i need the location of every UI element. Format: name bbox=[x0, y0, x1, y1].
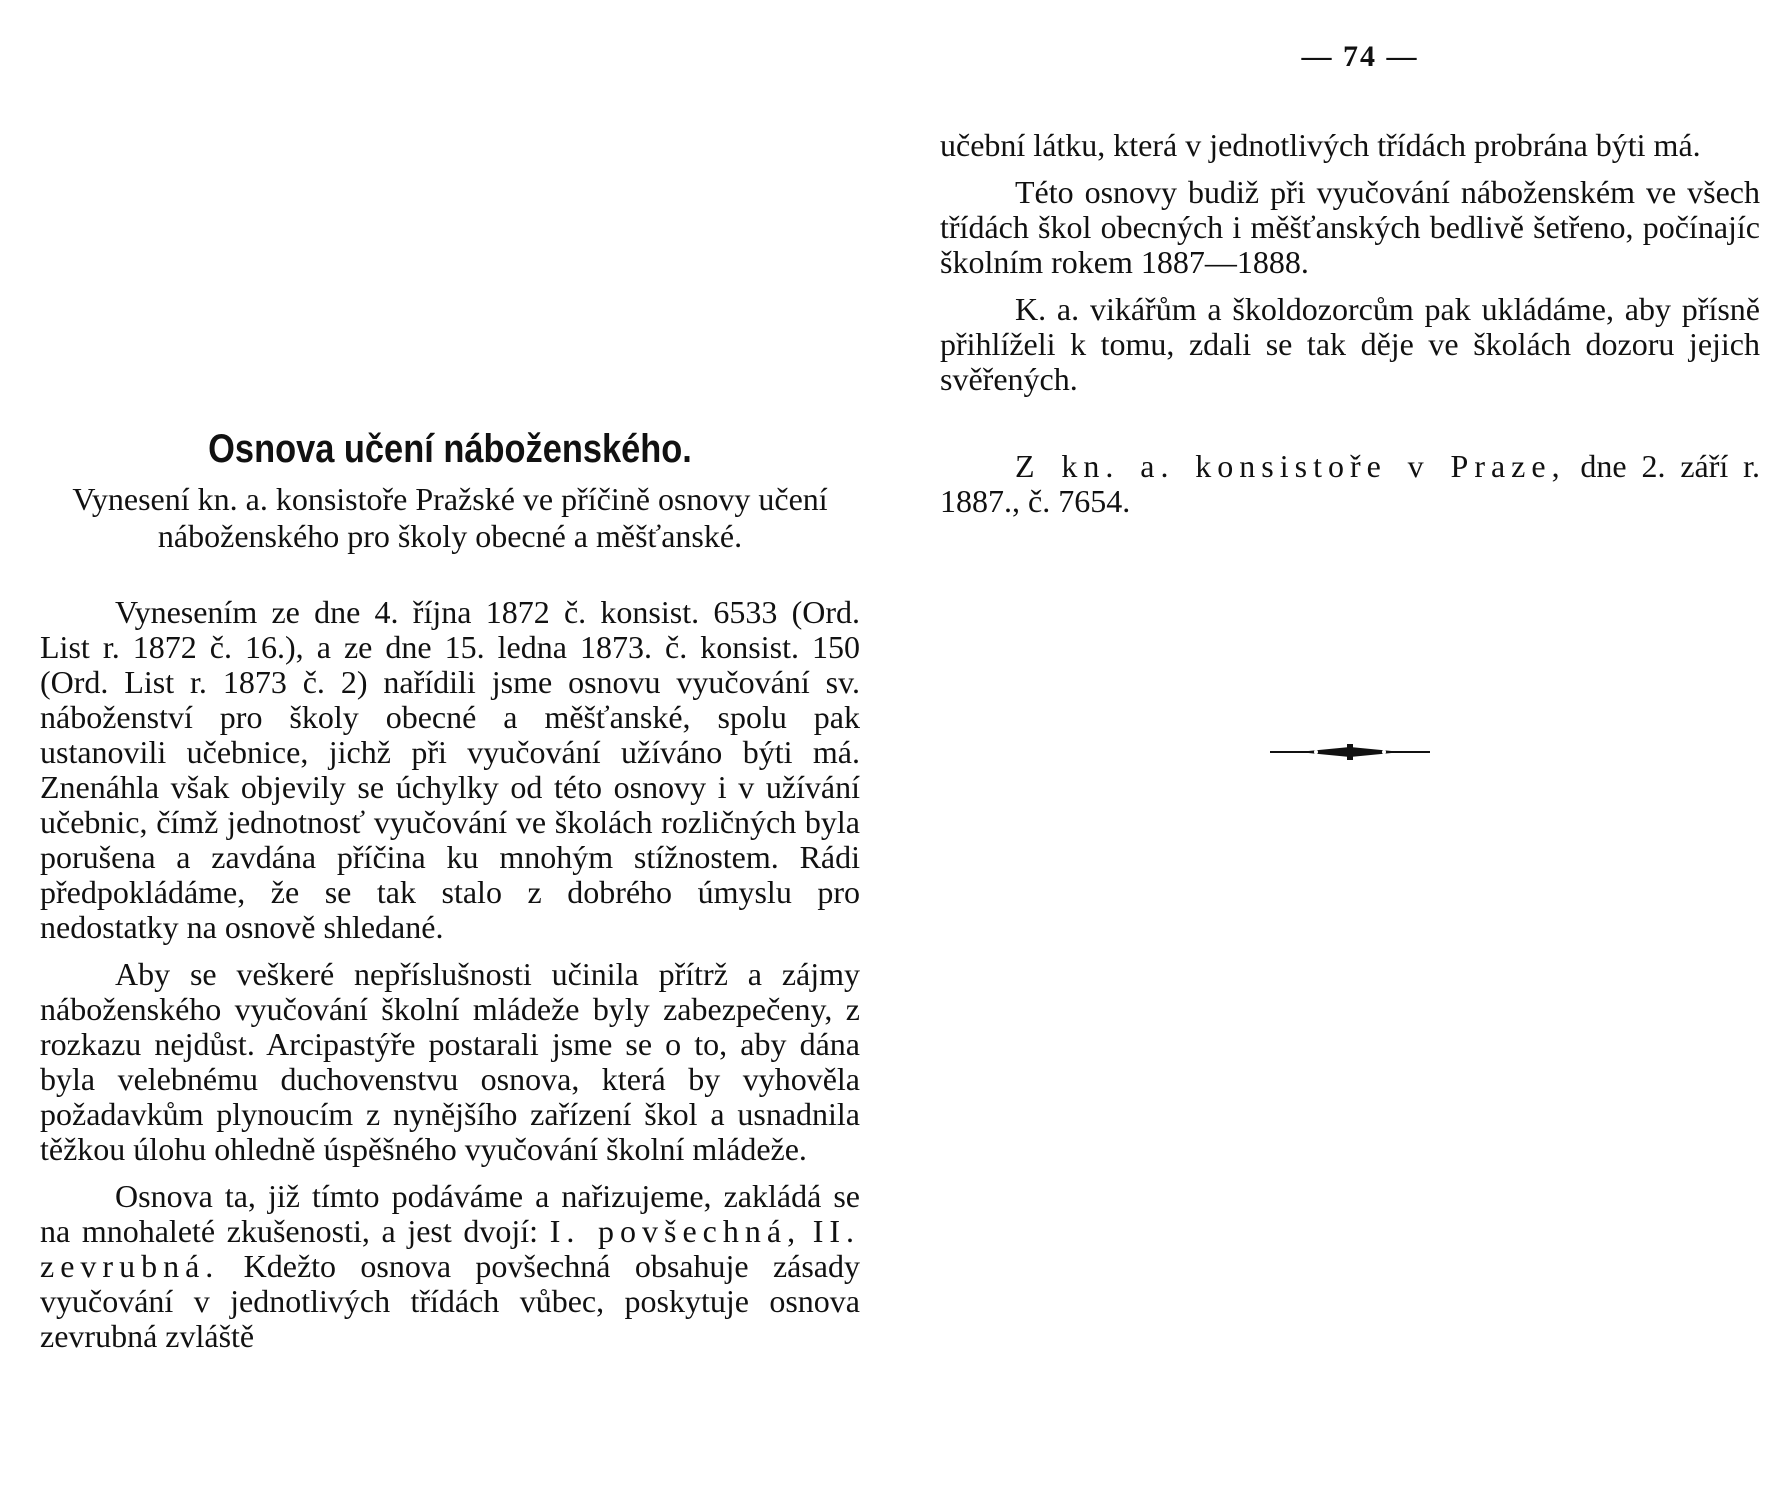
paragraph-3-text: Osnova ta, již tímto podáváme a nařizujeme, zakládá se na mnohaleté zkušenosti, a jest dvojí: bbox=[40, 1178, 860, 1249]
paragraph-2: Aby se veškeré nepříslušnosti učinila přítrž a zájmy náboženského vyučování školní mládeže byly zabezpečeny, z rozkazu nejdůst. Arcipastýře postarali jsme se o to, aby dána byla velebnému duchovenstvu osnova, která by vyhověla požadavkům plynoucím z nynějšího zařízení škol a usnadnila těžkou úlohu ohledně úspěšného vyučování školní mládeže. bbox=[40, 956, 860, 1167]
page-number: — 74 — bbox=[1301, 40, 1419, 73]
outline-general: I. povšechná, bbox=[549, 1213, 802, 1249]
paragraph-1: Vynesením ze dne 4. října 1872 č. konsist. 6533 (Ord. List r. 1872 č. 16.), a ze dne 15. ledna 1873. č. konsist. 150 (Ord. List r. 1873 č. 2) nařídili jsme osnovu vyučování sv. náboženství pro školy obecné a měšťanské, spolu pak ustanovili učebnice, jichž při vyučování užíváno býti má. Znenáhla však objevily se úchylky od této osnovy i v užívání učebnic, čímž jednotnosť vyučování ve školách rozličných byla porušena a zavdána příčina ku mnohým stížnostem. Rádi předpokládáme, že se tak stalo z dobrého úmyslu pro nedostatky na osnově shledané. bbox=[40, 594, 860, 945]
ornament-divider-icon bbox=[1270, 740, 1430, 764]
signature bbox=[940, 449, 1760, 519]
paragraph-3 bbox=[40, 1179, 860, 1354]
paragraph-3-continuation: Kdežto osnova povšechná obsahuje zásady vyučování v jednotlivých třídách vůbec, poskytuje osnova zevrubná zvláště bbox=[40, 1248, 860, 1354]
signature-date: dne 2. září r. 1887., č. 7654. bbox=[940, 448, 1760, 519]
paragraph-4: učební látku, která v jednotlivých třídách probrána býti má. bbox=[940, 127, 1701, 163]
signature-authority: Z kn. a. konsistoře v Praze, bbox=[1015, 448, 1566, 484]
paragraph-6: K. a. vikářům a školdozorcům pak ukládáme, aby přísně přihlíželi k tomu, zdali se tak děje ve školách dozoru jejich svěřených. bbox=[940, 291, 1760, 397]
paragraph-5: Této osnovy budiž při vyučování náboženském ve všech třídách škol obecných i měšťanských bedlivě šetřeno, počínajíc školním rokem 1887—1888. bbox=[940, 174, 1760, 280]
outline-detailed: II. zevrubná. bbox=[40, 1213, 861, 1284]
document-subtitle: Vynesení kn. a. konsistoře Pražské ve příčině osnovy učení náboženského pro školy obecné a měšťanské. bbox=[72, 481, 828, 554]
document-title: Osnova učení náboženského. bbox=[208, 427, 692, 471]
left-column bbox=[40, 425, 860, 1366]
right-column bbox=[940, 128, 1760, 519]
